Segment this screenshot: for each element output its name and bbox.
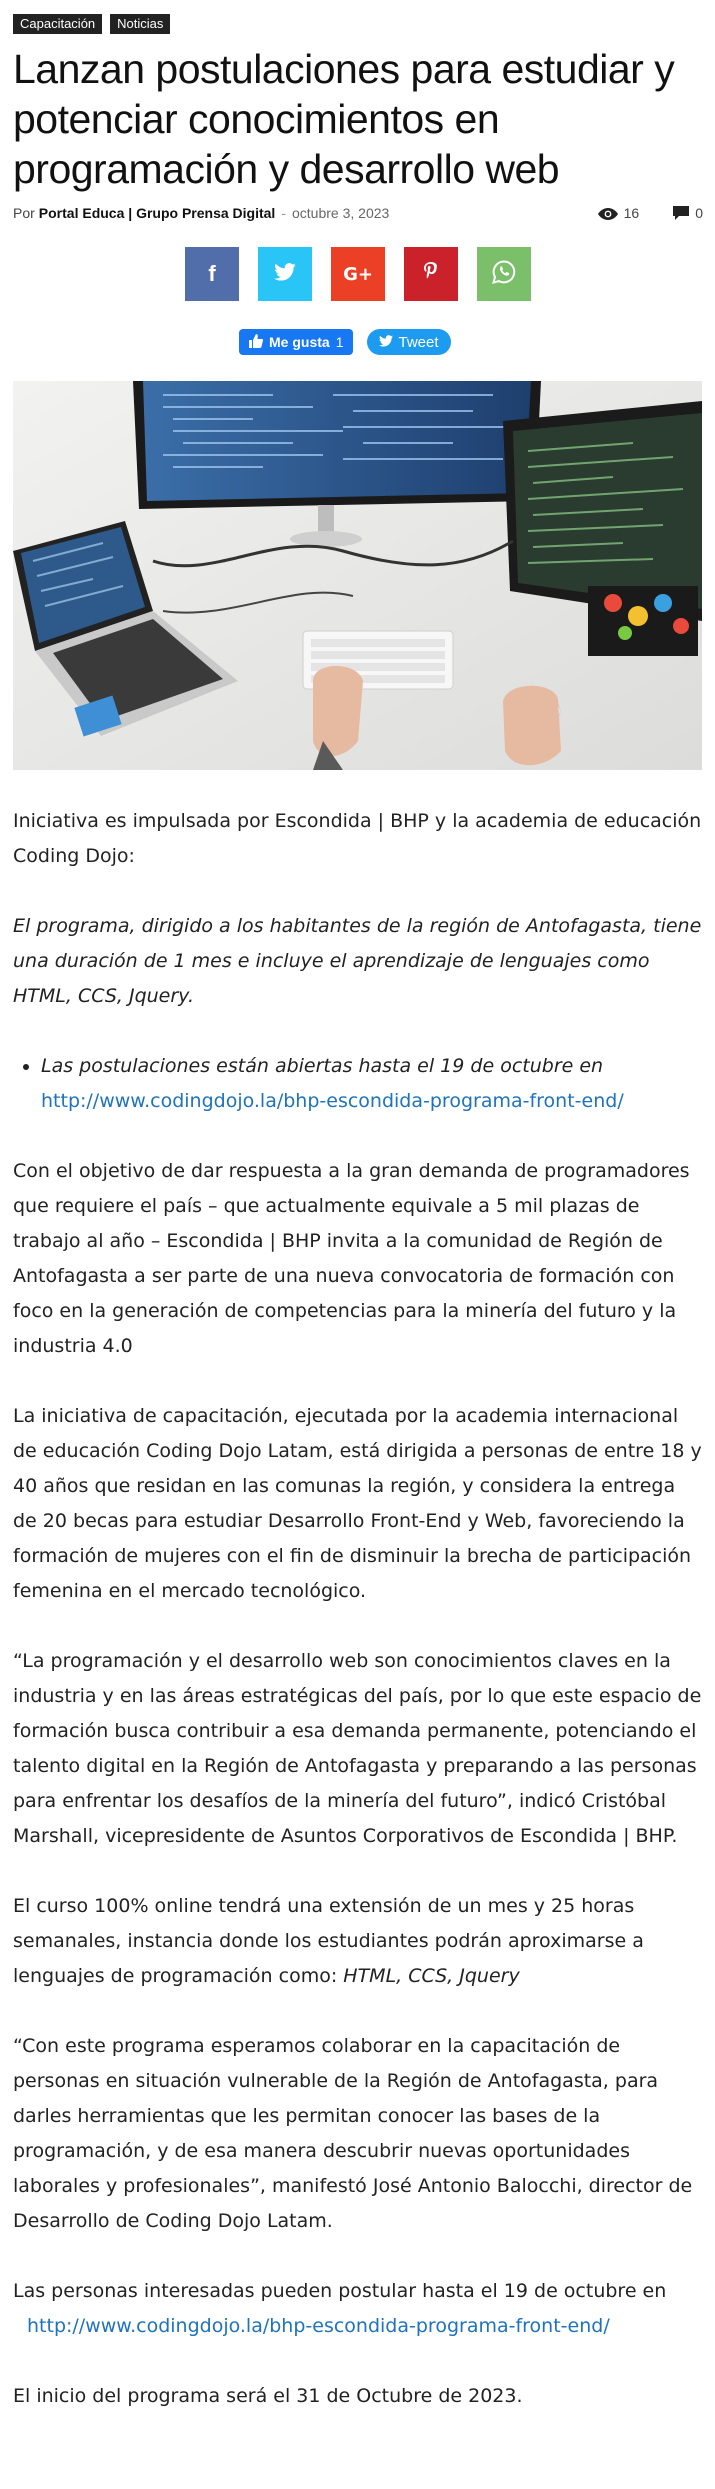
paragraph-4 <box>13 1889 703 1994</box>
article-stats <box>598 205 703 221</box>
googleplus-icon: G+ <box>343 263 373 285</box>
registration-link[interactable]: http://www.codingdojo.la/bhp-escondida-programa-front-end/ <box>41 1090 624 1112</box>
list-item <box>41 1049 703 1119</box>
share-whatsapp-button[interactable] <box>477 247 531 301</box>
registration-link-2[interactable]: http://www.codingdojo.la/bhp-escondida-programa-front-end/ <box>27 2315 610 2337</box>
publish-date: octubre 3, 2023 <box>292 205 390 221</box>
tweet-button[interactable] <box>367 329 450 355</box>
summary-paragraph: El programa, dirigido a los habitantes de la región de Antofagasta, tiene una duración de 1 mes e incluye el aprendizaje de lenguajes como HTML, CCS, Jquery. <box>13 915 702 1007</box>
paragraph-1: Con el objetivo de dar respuesta a la gran demanda de programadores que requiere el país – que actualmente equivale a 5 mil plazas de trabajo al año – Escondida | BHP invita a la comunidad de Región de Antofagasta a ser parte de una nueva convocatoria de formación con foco en la generación de competencias para la minería del futuro y la industria 4.0 <box>13 1160 690 1357</box>
twitter-icon <box>274 262 296 286</box>
comment-icon[interactable] <box>673 206 689 220</box>
twitter-bird-icon <box>379 334 393 351</box>
category-capacitacion[interactable]: Capacitación <box>13 14 102 34</box>
thumbs-up-icon <box>249 334 263 351</box>
share-buttons <box>185 247 531 301</box>
like-label: Me gusta <box>269 334 330 350</box>
facebook-icon: f <box>208 261 216 286</box>
article-title: Lanzan postulaciones para estudiar y potenciar conocimientos en programación y desarrollo web <box>13 46 675 192</box>
paragraph-4-text: El curso 100% online tendrá una extensión de un mes y 25 horas semanales, instancia donde los estudiantes podrán aproximarse a lenguajes de programación como: <box>13 1895 644 1987</box>
paragraph-6-text: Las personas interesadas pueden postular hasta el 19 de octubre en <box>13 2280 667 2302</box>
social-widgets <box>239 329 451 355</box>
share-facebook-button[interactable] <box>185 247 239 301</box>
featured-image <box>13 381 702 770</box>
meta-separator: - <box>281 205 286 221</box>
like-count: 1 <box>335 334 344 350</box>
paragraph-6 <box>13 2274 703 2344</box>
paragraph-5: “Con este programa esperamos colaborar en la capacitación de personas en situación vulnerable de la Región de Antofagasta, para darles herramientas que les permitan conocer las bases de la programación, y de esa manera descubrir nuevas oportunidades laborales y profesionales”, manifestó José Antonio Balocchi, director de Desarrollo de Coding Dojo Latam. <box>13 2035 693 2232</box>
comments-count[interactable]: 0 <box>695 205 703 221</box>
whatsapp-icon <box>492 260 516 289</box>
author-link[interactable]: Portal Educa | Grupo Prensa Digital <box>38 205 276 221</box>
intro-paragraph: Iniciativa es impulsada por Escondida | BHP y la academia de educación Coding Dojo: <box>13 810 702 867</box>
paragraph-7: El inicio del programa será el 31 de Octubre de 2023. <box>13 2385 523 2407</box>
paragraph-2: La iniciativa de capacitación, ejecutada por la academia internacional de educación Coding Dojo Latam, está dirigida a personas de entre 18 y 40 años que residan en las comunas la región, y considera la entrega de 20 becas para estudiar Desarrollo Front-End y Web, favoreciendo la formación de mujeres con el fin de disminuir la brecha de participación femenina en el mercado tecnológico. <box>13 1405 702 1602</box>
share-googleplus-button[interactable] <box>331 247 385 301</box>
paragraph-3: “La programación y el desarrollo web son conocimientos claves en la industria y en las áreas estratégicas del país, por lo que este espacio de formación busca contribuir a esa demanda permanente, potenciando el talento digital en la Región de Antofagasta y preparando a las personas para enfrentar los desafíos de la minería del futuro”, indicó Cristóbal Marshall, vicepresidente de Asuntos Corporativos de Escondida | BHP. <box>13 1650 702 1847</box>
eye-icon <box>598 207 618 219</box>
article-meta <box>13 205 703 225</box>
bullet-text: Las postulaciones están abiertas hasta el 19 de octubre en <box>41 1055 604 1077</box>
pinterest-icon <box>423 262 439 287</box>
highlights-list <box>13 1049 703 1119</box>
facebook-like-button[interactable] <box>239 329 353 355</box>
paragraph-4-languages: HTML, CCS, Jquery <box>343 1965 520 1987</box>
category-tags <box>13 14 170 34</box>
share-twitter-button[interactable] <box>258 247 312 301</box>
views-count: 16 <box>623 205 640 221</box>
by-label: Por <box>13 205 35 221</box>
share-pinterest-button[interactable] <box>404 247 458 301</box>
category-noticias[interactable]: Noticias <box>110 14 170 34</box>
tweet-label: Tweet <box>398 333 439 351</box>
article-body <box>13 804 703 2449</box>
